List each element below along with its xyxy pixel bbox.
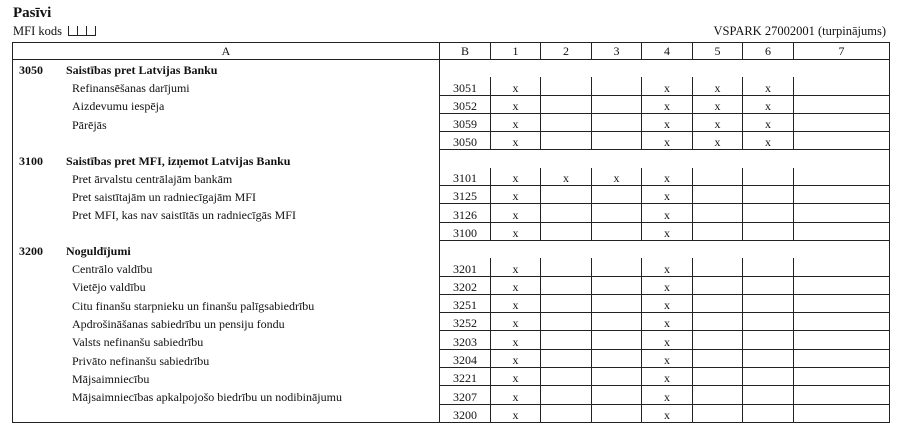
- value-cell-col-2: [541, 186, 592, 204]
- section-title: Saistības pret Latvijas Banku: [66, 63, 218, 78]
- value-cell-col-1: x: [491, 222, 541, 240]
- value-cell-col-2: [541, 404, 592, 422]
- table-row: [13, 186, 890, 204]
- row-label-cell: [13, 276, 440, 294]
- value-cell-col-3: [592, 386, 642, 404]
- value-cell-col-5: x: [693, 95, 743, 113]
- value-cell-col-6: [743, 386, 794, 404]
- row-code-cell: 3050: [440, 132, 491, 150]
- row-label-cell: [13, 113, 440, 131]
- value-cell-col-6: [743, 204, 794, 222]
- value-cell-col-6: [743, 276, 794, 294]
- column-header-7: 7: [794, 43, 890, 60]
- value-cell-col-7: [794, 77, 890, 95]
- value-cell-col-4: x: [642, 204, 693, 222]
- table-row: [13, 258, 890, 276]
- value-cell-col-2: [541, 113, 592, 131]
- value-cell-col-2: [541, 349, 592, 367]
- column-header-5: 5: [693, 43, 743, 60]
- value-cell-col-6: [743, 222, 794, 240]
- value-cell-col-1: x: [491, 204, 541, 222]
- value-cell-col-3: [592, 186, 642, 204]
- value-cell-col-4: x: [642, 168, 693, 186]
- liabilities-table: [12, 42, 890, 423]
- value-cell-col-5: x: [693, 113, 743, 131]
- row-code-cell: 3202: [440, 276, 491, 294]
- value-cell-col-1: x: [491, 113, 541, 131]
- section-row: [13, 150, 890, 168]
- value-cell-col-3: [592, 204, 642, 222]
- table-row: [13, 132, 890, 150]
- value-cell-col-6: [743, 168, 794, 186]
- value-cell-col-3: [592, 331, 642, 349]
- section-row: [13, 240, 890, 258]
- table-row: [13, 386, 890, 404]
- row-code-cell: 3207: [440, 386, 491, 404]
- value-cell-col-7: [794, 331, 890, 349]
- row-label-cell: [13, 386, 440, 404]
- column-header-4: 4: [642, 43, 693, 60]
- row-label: Pārējās: [72, 117, 107, 132]
- section-blank-cell: [440, 150, 890, 168]
- value-cell-col-5: [693, 349, 743, 367]
- page-title: Pasīvi: [13, 5, 52, 21]
- table-row: [13, 404, 890, 422]
- section-code: 3050: [19, 63, 43, 78]
- row-label-cell: [13, 77, 440, 95]
- value-cell-col-2: [541, 331, 592, 349]
- section-cell: [13, 60, 440, 78]
- row-label: Centrālo valdību: [72, 262, 153, 277]
- row-code-cell: 3204: [440, 349, 491, 367]
- section-title: Noguldījumi: [66, 244, 131, 259]
- table-row: [13, 204, 890, 222]
- value-cell-col-3: [592, 368, 642, 386]
- row-code-cell: 3100: [440, 222, 491, 240]
- value-cell-col-3: x: [592, 168, 642, 186]
- column-header-b: B: [440, 43, 491, 60]
- value-cell-col-6: [743, 313, 794, 331]
- row-code-cell: 3051: [440, 77, 491, 95]
- value-cell-col-5: x: [693, 77, 743, 95]
- row-label: Valsts nefinanšu sabiedrību: [72, 335, 204, 350]
- table-row: [13, 95, 890, 113]
- row-code-cell: 3059: [440, 113, 491, 131]
- value-cell-col-4: x: [642, 132, 693, 150]
- value-cell-col-7: [794, 404, 890, 422]
- value-cell-col-1: x: [491, 168, 541, 186]
- value-cell-col-6: [743, 349, 794, 367]
- value-cell-col-1: x: [491, 77, 541, 95]
- row-code-cell: 3201: [440, 258, 491, 276]
- table-row: [13, 168, 890, 186]
- value-cell-col-2: [541, 368, 592, 386]
- value-cell-col-1: x: [491, 331, 541, 349]
- section-code: 3100: [19, 153, 43, 168]
- value-cell-col-2: [541, 313, 592, 331]
- value-cell-col-2: [541, 77, 592, 95]
- value-cell-col-7: [794, 294, 890, 312]
- value-cell-col-1: x: [491, 368, 541, 386]
- column-header-a: A: [13, 43, 440, 60]
- value-cell-col-4: x: [642, 276, 693, 294]
- column-header-3: 3: [592, 43, 642, 60]
- value-cell-col-2: [541, 276, 592, 294]
- row-label: Pret MFI, kas nav saistītās un radniecīgās MFI: [72, 208, 296, 223]
- row-label-cell: [13, 368, 440, 386]
- value-cell-col-2: [541, 222, 592, 240]
- value-cell-col-4: x: [642, 186, 693, 204]
- table-body: [13, 60, 890, 423]
- row-code-cell: 3203: [440, 331, 491, 349]
- row-label-cell: [13, 168, 440, 186]
- table-row: [13, 113, 890, 131]
- value-cell-col-3: [592, 404, 642, 422]
- value-cell-col-5: [693, 404, 743, 422]
- value-cell-col-4: x: [642, 404, 693, 422]
- row-code-cell: 3252: [440, 313, 491, 331]
- value-cell-col-2: [541, 95, 592, 113]
- row-label-cell: [13, 294, 440, 312]
- section-blank-cell: [440, 240, 890, 258]
- row-label-cell: [13, 313, 440, 331]
- value-cell-col-7: [794, 113, 890, 131]
- row-label-cell: [13, 349, 440, 367]
- section-title: Saistības pret MFI, izņemot Latvijas Banku: [66, 153, 291, 168]
- value-cell-col-3: [592, 77, 642, 95]
- value-cell-col-5: [693, 276, 743, 294]
- value-cell-col-2: [541, 258, 592, 276]
- value-cell-col-1: x: [491, 313, 541, 331]
- table-row: [13, 313, 890, 331]
- value-cell-col-7: [794, 132, 890, 150]
- value-cell-col-6: [743, 404, 794, 422]
- value-cell-col-6: x: [743, 95, 794, 113]
- row-code-cell: 3251: [440, 294, 491, 312]
- mfi-code-boxes: [68, 24, 96, 39]
- value-cell-col-2: [541, 132, 592, 150]
- value-cell-col-7: [794, 276, 890, 294]
- value-cell-col-7: [794, 204, 890, 222]
- mfi-code-field: [13, 24, 96, 39]
- table-row: [13, 276, 890, 294]
- value-cell-col-1: x: [491, 276, 541, 294]
- table-row: [13, 331, 890, 349]
- section-cell: [13, 240, 440, 258]
- value-cell-col-4: x: [642, 313, 693, 331]
- row-label-cell: [13, 331, 440, 349]
- table-row: [13, 77, 890, 95]
- row-code-cell: 3221: [440, 368, 491, 386]
- row-label: Apdrošināšanas sabiedrību un pensiju fondu: [72, 316, 285, 331]
- row-label: Mājsaimniecības apkalpojošo biedrību un nodibinājumu: [72, 390, 342, 405]
- column-header-6: 6: [743, 43, 794, 60]
- row-label: Mājsaimniecību: [72, 371, 150, 386]
- value-cell-col-5: [693, 313, 743, 331]
- value-cell-col-2: [541, 294, 592, 312]
- section-cell: [13, 150, 440, 168]
- value-cell-col-5: x: [693, 132, 743, 150]
- row-label-cell: [13, 222, 440, 240]
- value-cell-col-3: [592, 113, 642, 131]
- value-cell-col-4: x: [642, 258, 693, 276]
- value-cell-col-6: [743, 331, 794, 349]
- column-header-1: 1: [491, 43, 541, 60]
- value-cell-col-6: [743, 294, 794, 312]
- value-cell-col-7: [794, 186, 890, 204]
- row-label-cell: [13, 95, 440, 113]
- value-cell-col-5: [693, 258, 743, 276]
- value-cell-col-6: x: [743, 77, 794, 95]
- value-cell-col-5: [693, 186, 743, 204]
- row-label: Aizdevumu iespēja: [72, 99, 165, 114]
- value-cell-col-6: [743, 186, 794, 204]
- value-cell-col-7: [794, 222, 890, 240]
- value-cell-col-4: x: [642, 113, 693, 131]
- value-cell-col-5: [693, 386, 743, 404]
- row-label: Pret saistītajām un radniecīgajām MFI: [72, 189, 256, 204]
- value-cell-col-2: x: [541, 168, 592, 186]
- value-cell-col-4: x: [642, 222, 693, 240]
- value-cell-col-7: [794, 95, 890, 113]
- value-cell-col-2: [541, 204, 592, 222]
- section-row: [13, 60, 890, 78]
- value-cell-col-3: [592, 294, 642, 312]
- value-cell-col-7: [794, 368, 890, 386]
- row-code-cell: 3126: [440, 204, 491, 222]
- value-cell-col-3: [592, 313, 642, 331]
- value-cell-col-3: [592, 95, 642, 113]
- value-cell-col-1: x: [491, 95, 541, 113]
- table-row: [13, 294, 890, 312]
- value-cell-col-7: [794, 168, 890, 186]
- row-label: Pret ārvalstu centrālajām bankām: [72, 171, 233, 186]
- value-cell-col-3: [592, 222, 642, 240]
- table-header-row: [13, 43, 890, 60]
- value-cell-col-1: x: [491, 349, 541, 367]
- value-cell-col-4: x: [642, 386, 693, 404]
- value-cell-col-5: [693, 204, 743, 222]
- section-code: 3200: [19, 244, 43, 259]
- value-cell-col-7: [794, 386, 890, 404]
- value-cell-col-3: [592, 258, 642, 276]
- value-cell-col-6: [743, 368, 794, 386]
- value-cell-col-5: [693, 331, 743, 349]
- value-cell-col-5: [693, 294, 743, 312]
- row-label: Citu finanšu starpnieku un finanšu palīgsabiedrību: [72, 298, 315, 313]
- table-row: [13, 222, 890, 240]
- row-code-cell: 3101: [440, 168, 491, 186]
- value-cell-col-6: x: [743, 113, 794, 131]
- value-cell-col-4: x: [642, 349, 693, 367]
- value-cell-col-1: x: [491, 404, 541, 422]
- value-cell-col-6: [743, 258, 794, 276]
- value-cell-col-5: [693, 222, 743, 240]
- value-cell-col-3: [592, 276, 642, 294]
- row-label-cell: [13, 204, 440, 222]
- table-row: [13, 368, 890, 386]
- form-code: VSPARK 27002001 (turpinājums): [713, 24, 886, 38]
- value-cell-col-4: x: [642, 331, 693, 349]
- value-cell-col-4: x: [642, 368, 693, 386]
- value-cell-col-1: x: [491, 258, 541, 276]
- mfi-code-label: MFI kods: [13, 24, 62, 38]
- row-label-cell: [13, 258, 440, 276]
- value-cell-col-5: [693, 168, 743, 186]
- row-label: Refinansēšanas darījumi: [72, 81, 190, 96]
- value-cell-col-1: x: [491, 386, 541, 404]
- value-cell-col-7: [794, 313, 890, 331]
- row-code-cell: 3052: [440, 95, 491, 113]
- value-cell-col-5: [693, 368, 743, 386]
- value-cell-col-4: x: [642, 95, 693, 113]
- row-label-cell: [13, 404, 440, 422]
- row-label-cell: [13, 132, 440, 150]
- row-code-cell: 3125: [440, 186, 491, 204]
- column-header-2: 2: [541, 43, 592, 60]
- value-cell-col-6: x: [743, 132, 794, 150]
- table-row: [13, 349, 890, 367]
- value-cell-col-1: x: [491, 294, 541, 312]
- value-cell-col-4: x: [642, 294, 693, 312]
- value-cell-col-7: [794, 349, 890, 367]
- row-label: Vietējo valdību: [72, 280, 146, 295]
- value-cell-col-1: x: [491, 132, 541, 150]
- value-cell-col-2: [541, 386, 592, 404]
- value-cell-col-3: [592, 349, 642, 367]
- row-label: Privāto nefinanšu sabiedrību: [72, 353, 210, 368]
- value-cell-col-1: x: [491, 186, 541, 204]
- row-code-cell: 3200: [440, 404, 491, 422]
- value-cell-col-7: [794, 258, 890, 276]
- value-cell-col-3: [592, 132, 642, 150]
- row-label-cell: [13, 186, 440, 204]
- section-blank-cell: [440, 60, 890, 78]
- value-cell-col-4: x: [642, 77, 693, 95]
